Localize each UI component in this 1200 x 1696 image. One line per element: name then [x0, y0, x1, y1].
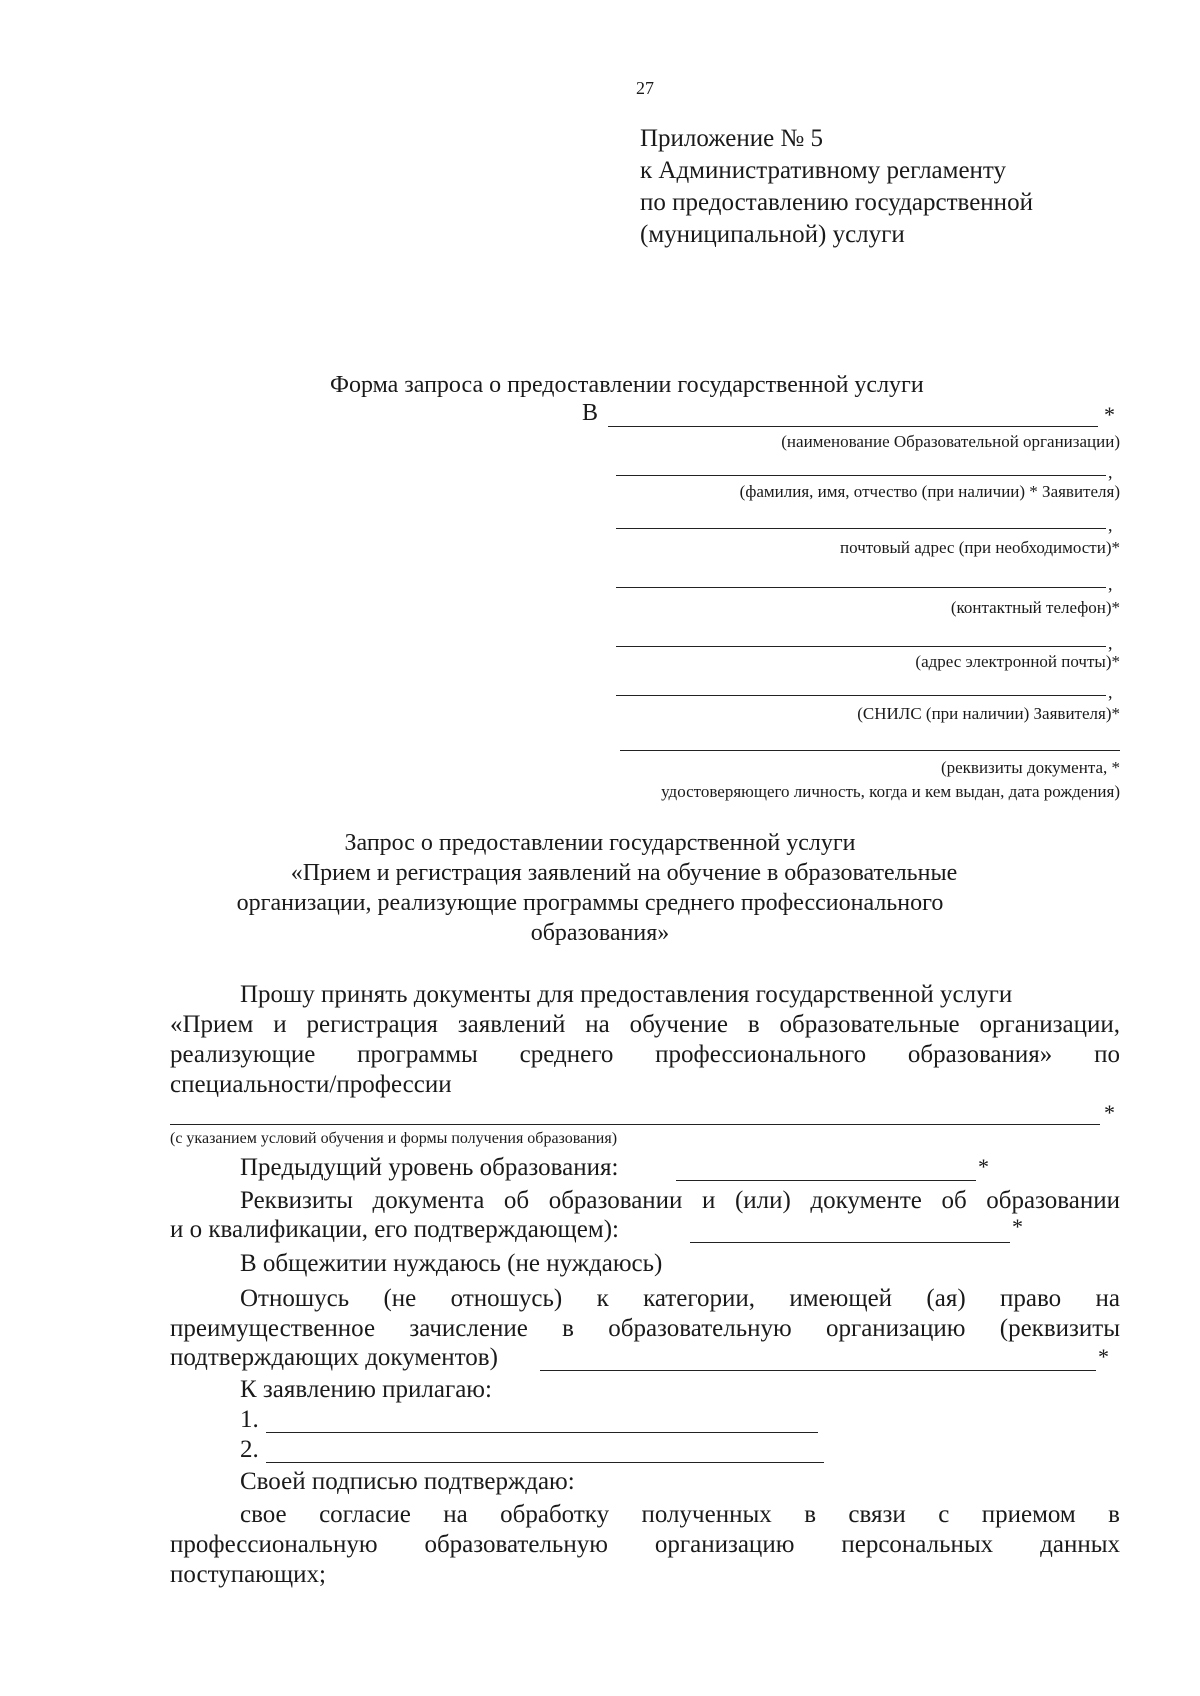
required-star: * [1104, 402, 1115, 427]
comma: , [1108, 633, 1113, 653]
specialty-field[interactable] [170, 1124, 1100, 1125]
attachment-item-1-field[interactable] [266, 1432, 818, 1433]
consent-line-2: профессиональную образовательную организацию персональных данных [170, 1531, 1120, 1558]
category-line-3: подтверждающих документов) [170, 1344, 498, 1371]
snils-field[interactable] [616, 695, 1106, 696]
to-prefix: В [582, 400, 599, 426]
signature-confirm-label: Своей подписью подтверждаю: [240, 1468, 575, 1495]
appendix-header [640, 123, 1033, 251]
phone-field[interactable] [616, 587, 1106, 588]
para1-line-3: реализующие программы среднего профессионального образования» по [170, 1041, 1120, 1068]
attachments-label: К заявлению прилагаю: [240, 1376, 492, 1403]
email-field[interactable] [616, 646, 1106, 647]
org-name-field[interactable] [608, 426, 1098, 427]
appendix-line-2: к Административному регламенту [640, 157, 1007, 184]
appendix-line-1: Приложение № 5 [640, 125, 824, 152]
comma: , [1108, 515, 1113, 535]
doc-details-line-2: и о квалификации, его подтверждающем): [170, 1216, 619, 1243]
dormitory-statement: В общежитии нуждаюсь (не нуждаюсь) [240, 1250, 663, 1277]
caption-phone: (контактный телефон)* [950, 598, 1120, 617]
doc-details-field[interactable] [690, 1242, 1010, 1243]
consent-line-1: свое согласие на обработку полученных в связи с приемом в [240, 1501, 1120, 1528]
caption-org-name: (наименование Образовательной организации) [781, 432, 1120, 451]
form-title: Форма запроса о предоставлении государственной услуги [330, 372, 924, 398]
request-title-line-3: организации, реализующие программы среднего профессионального [236, 890, 944, 916]
fio-field[interactable] [616, 475, 1106, 476]
request-title-line-1: Запрос о предоставлении государственной услуги [344, 830, 856, 856]
caption-id-doc-1: (реквизиты документа, * [940, 758, 1120, 777]
prev-level-label: Предыдущий уровень образования: [240, 1154, 619, 1181]
comma: , [1108, 574, 1113, 594]
caption-conditions: (с указанием условий обучения и формы получения образования) [170, 1130, 618, 1147]
caption-postal: почтовый адрес (при необходимости)* [840, 538, 1120, 557]
appendix-line-3: по предоставлению государственной [640, 189, 1033, 216]
attachment-item-2-number: 2. [240, 1436, 259, 1463]
category-line-2: преимущественное зачисление в образовательную организацию (реквизиты [170, 1315, 1120, 1342]
comma: , [1108, 462, 1113, 482]
para1-line-2: «Прием и регистрация заявлений на обучение в образовательные организации, [170, 1011, 1120, 1038]
consent-line-3: поступающих; [170, 1561, 326, 1588]
doc-details-line-1: Реквизиты документа об образовании и (или) документе об образовании [240, 1187, 1120, 1214]
para1-line-1: Прошу принять документы для предоставления государственной услуги [240, 981, 1013, 1008]
attachment-item-1-number: 1. [240, 1406, 259, 1433]
para1-line-4: специальности/профессии [170, 1071, 452, 1098]
category-line-1: Отношусь (не отношусь) к категории, имеющей (ая) право на [240, 1285, 1120, 1312]
caption-id-doc-2: удостоверяющего личность, когда и кем выдан, дата рождения) [661, 782, 1120, 801]
attachment-item-2-field[interactable] [266, 1462, 824, 1463]
caption-fio: (фамилия, имя, отчество (при наличии) * Заявителя) [739, 482, 1120, 501]
appendix-line-4: (муниципальной) услуги [640, 221, 905, 248]
id-document-field[interactable] [620, 750, 1120, 751]
required-star: * [1098, 1344, 1109, 1369]
caption-snils: (СНИЛС (при наличии) Заявителя)* [857, 704, 1120, 723]
required-star: * [978, 1154, 989, 1179]
caption-email: (адрес электронной почты)* [915, 652, 1120, 671]
category-docs-field[interactable] [540, 1370, 1096, 1371]
comma: , [1108, 682, 1113, 702]
prev-level-field[interactable] [676, 1180, 976, 1181]
request-title-line-4: образования» [530, 920, 670, 946]
postal-address-field[interactable] [616, 528, 1106, 529]
required-star: * [1104, 1100, 1115, 1125]
page-number: 27 [636, 78, 654, 98]
request-title-line-2: «Прием и регистрация заявлений на обучение в образовательные [290, 860, 958, 886]
required-star: * [1012, 1214, 1023, 1239]
